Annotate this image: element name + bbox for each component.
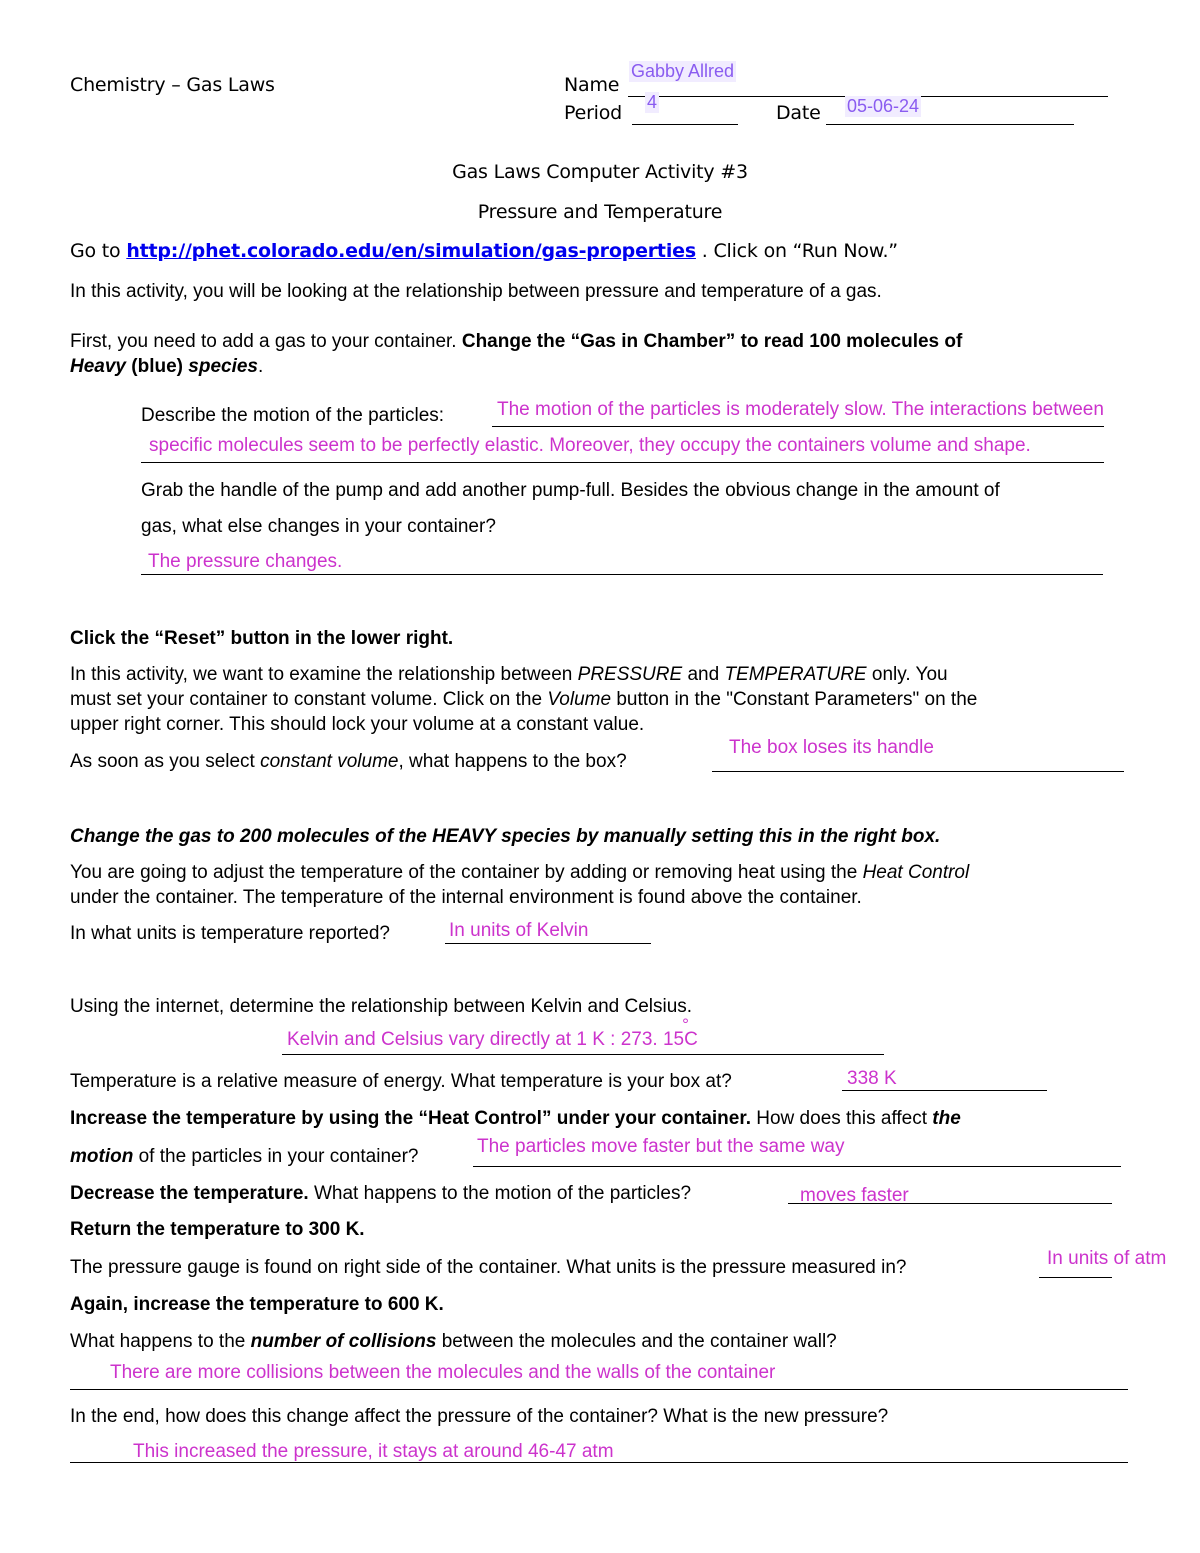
period-label: Period [564,102,623,124]
constant-text-d: button in the "Constant Parameters" on the [616,689,978,710]
decrease-plain: What happens to the motion of the particles? [313,1183,692,1204]
heavy-text: Heavy [70,356,126,377]
date-label: Date [776,102,821,124]
first-bold: Change the “Gas in Chamber” to read 100 molecules of [461,331,963,352]
increase-plain: How does this affect [756,1108,928,1129]
constant-line-3: upper right corner. This should lock your volume at a constant value. [70,714,645,735]
constant-volume-word: constant volume [260,751,399,772]
increase-line-1 [70,1108,961,1130]
box-question-a: As soon as you select [70,751,255,772]
decrease-answer[interactable]: moves faster [800,1185,909,1206]
first-instruction [70,331,962,353]
go-to-line [70,240,898,262]
pressure-word: PRESSURE [577,664,683,685]
constant-line-1 [70,664,948,686]
temperature-word: TEMPERATURE [724,664,867,685]
constant-text-c: must set your container to constant volume. Click on the [70,689,543,710]
period-field[interactable]: 4 [647,92,658,112]
change-gas-instruction: Change the gas to 200 molecules of the HEAVY species by manually setting this in the right box. [70,826,941,847]
units-answer[interactable]: In units of Kelvin [449,920,589,941]
activity-description: In this activity, you will be looking at the relationship between pressure and temperature of a gas. [70,281,882,302]
again-600-instruction: Again, increase the temperature to 600 K. [70,1294,444,1315]
box-question-b: , what happens to the box? [398,751,627,772]
gauge-question: The pressure gauge is found on right side of the container. What units is the pressure measured in? [70,1257,907,1278]
q1-prompt: Describe the motion of the particles: [141,405,445,426]
return-300-instruction: Return the temperature to 300 K. [70,1219,365,1240]
decrease-bold: Decrease the temperature. [70,1183,309,1204]
temp-question: Temperature is a relative measure of energy. What temperature is your box at? [70,1071,732,1092]
kelvin-question: Using the internet, determine the relationship between Kelvin and Celsius. [70,996,693,1017]
heat-text-a: You are going to adjust the temperature of the container by adding or removing heat using the [70,862,858,883]
heat-line-1 [70,862,969,884]
decrease-question [70,1183,691,1205]
temp-answer[interactable]: 338 K [847,1068,897,1089]
increase-bold: Increase the temperature by using the “Heat Control” under your container. [70,1108,751,1129]
collisions-a: What happens to the [70,1331,246,1352]
gauge-answer[interactable]: In units of atm [1047,1248,1167,1269]
box-question [70,751,627,773]
increase-answer[interactable]: The particles move faster but the same way [477,1136,845,1157]
end-question: In the end, how does this change affect the pressure of the container? What is the new pressure? [70,1406,889,1427]
period-line [632,124,738,125]
first-plain: First, you need to add a gas to your container. [70,331,457,352]
phet-link[interactable]: http://phet.colorado.edu/en/simulation/gas-properties [126,240,696,262]
collisions-answer[interactable]: There are more collisions between the molecules and the walls of the container [110,1362,776,1383]
q2-prompt-2: gas, what else changes in your container? [141,516,496,537]
blue-text: (blue) [131,356,183,377]
celsius-unit: C [684,1029,698,1050]
box-line [712,771,1124,772]
and-word: and [687,664,720,685]
topic-title: Pressure and Temperature [477,201,723,223]
heat-line-2: under the container. The temperature of the internal environment is found above the container. [70,887,862,908]
q1-line-2 [141,462,1104,463]
go-to-text: Go to [70,240,121,262]
kelvin-answer[interactable] [287,1015,698,1051]
gauge-line [1039,1277,1112,1278]
units-question: In what units is temperature reported? [70,923,391,944]
box-answer[interactable]: The box loses its handle [729,737,934,758]
motion-word: motion [70,1146,134,1167]
increase-line-2 [70,1146,419,1168]
end-answer[interactable]: This increased the pressure, it stays at around 46-47 atm [133,1441,614,1462]
collisions-question [70,1331,837,1353]
constant-line-2 [70,689,977,711]
kelvin-answer-text: Kelvin and Celsius vary directly at 1 K : 273. 15 [287,1029,685,1050]
volume-word: Volume [547,689,612,710]
collisions-b: between the molecules and the container wall? [441,1331,837,1352]
first-instruction-cont [70,356,263,378]
constant-text-a: In this activity, we want to examine the relationship between [70,664,573,685]
increase-rest: of the particles in your container? [138,1146,419,1167]
course-title: Chemistry – Gas Laws [70,74,275,96]
heat-control-word: Heat Control [862,862,970,883]
constant-text-b: only. You [871,664,948,685]
species-text: species [188,356,259,377]
date-line [826,124,1074,125]
period-mark: . [258,356,264,377]
date-field[interactable]: 05-06-24 [847,96,920,116]
increase-line [473,1166,1121,1167]
name-field[interactable]: Gabby Allred [631,61,735,81]
collisions-line [70,1389,1128,1390]
kelvin-line [282,1054,884,1055]
q2-prompt-1: Grab the handle of the pump and add another pump-full. Besides the obvious change in the amount of [141,480,1000,501]
click-run-text: . Click on “Run Now.” [701,240,898,262]
q2-line [141,574,1103,575]
number-of-collisions-word: number of collisions [250,1331,437,1352]
units-line [445,943,651,944]
reset-instruction: Click the “Reset” button in the lower right. [70,628,454,649]
name-label: Name [564,74,620,96]
q1-answer-1[interactable]: The motion of the particles is moderately slow. The interactions between [497,399,1104,420]
q1-answer-2[interactable]: specific molecules seem to be perfectly elastic. Moreover, they occupy the containers volume and shape. [149,435,1031,456]
q2-answer[interactable]: The pressure changes. [148,551,343,572]
q1-line-1 [492,426,1104,427]
the-word: the [932,1108,961,1129]
degree-sign: ° [682,1015,689,1034]
temp-line [842,1090,1047,1091]
activity-title: Gas Laws Computer Activity #3 [452,161,748,183]
